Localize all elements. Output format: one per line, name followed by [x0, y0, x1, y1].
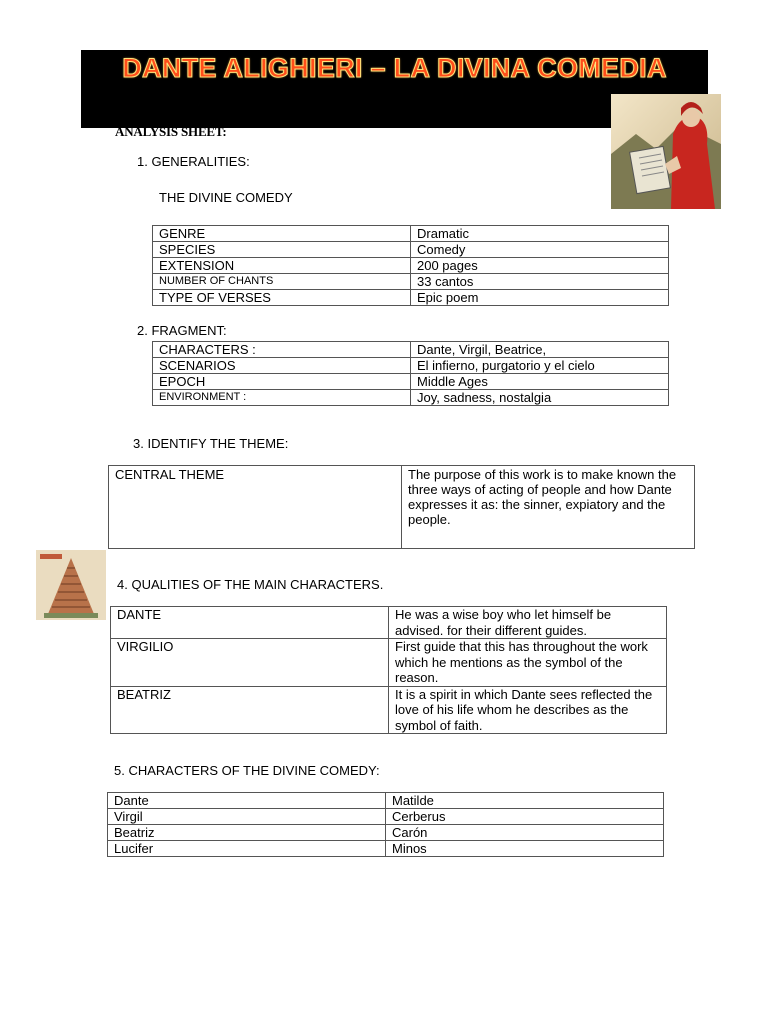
table-cell-value: 200 pages [411, 258, 669, 274]
table-row [153, 242, 669, 258]
section-heading-fragment: 2. FRAGMENT: [137, 323, 227, 338]
table-cell-label: DANTE [111, 607, 389, 639]
table-cell-right: Minos [386, 841, 664, 857]
table-cell-right: Carón [386, 825, 664, 841]
table-cell-value: It is a spirit in which Dante sees reflected the love of his life whom he describes as the symbol of faith. [389, 686, 667, 734]
table-row [111, 686, 667, 734]
characters-table [107, 792, 664, 857]
table-row [153, 374, 669, 390]
table-row [153, 290, 669, 306]
table-row [153, 258, 669, 274]
table-cell-label: SPECIES [153, 242, 411, 258]
table-cell-value: 33 cantos [411, 274, 669, 290]
page-title: DANTE ALIGHIERI – LA DIVINA COMEDIA [122, 53, 667, 83]
table-cell-label: EXTENSION [153, 258, 411, 274]
table-cell-value: Dramatic [411, 226, 669, 242]
section-subtitle-divine-comedy: THE DIVINE COMEDY [159, 190, 293, 205]
table-cell-left: Dante [108, 793, 386, 809]
table-cell-value: Comedy [411, 242, 669, 258]
table-row [108, 841, 664, 857]
table-cell-label: GENRE [153, 226, 411, 242]
table-row [108, 793, 664, 809]
table-row [153, 274, 669, 290]
table-cell-label: BEATRIZ [111, 686, 389, 734]
table-row [153, 390, 669, 406]
table-cell-label: NUMBER OF CHANTS [153, 274, 411, 290]
section-heading-characters: 5. CHARACTERS OF THE DIVINE COMEDY: [114, 763, 380, 778]
qualities-table [110, 606, 667, 734]
section-heading-generalities: 1. GENERALITIES: [137, 154, 250, 169]
section-heading-qualities: 4. QUALITIES OF THE MAIN CHARACTERS. [117, 577, 384, 592]
table-cell-value: Joy, sadness, nostalgia [411, 390, 669, 406]
table-cell-label: TYPE OF VERSES [153, 290, 411, 306]
table-cell-value: Epic poem [411, 290, 669, 306]
table-cell-right: Matilde [386, 793, 664, 809]
mount-purgatory-image [36, 550, 106, 620]
fragment-table [152, 341, 669, 406]
table-cell-label: ENVIRONMENT : [153, 390, 411, 406]
section-heading-theme: 3. IDENTIFY THE THEME: [133, 436, 289, 451]
table-cell-value: First guide that this has throughout the work which he mentions as the symbol of the reason. [389, 639, 667, 687]
table-cell-label: VIRGILIO [111, 639, 389, 687]
table-cell-left: Virgil [108, 809, 386, 825]
table-cell-label: SCENARIOS [153, 358, 411, 374]
table-cell-right: Cerberus [386, 809, 664, 825]
table-cell-value: El infierno, purgatorio y el cielo [411, 358, 669, 374]
table-cell-label: CENTRAL THEME [109, 466, 402, 549]
generalities-table [152, 225, 669, 306]
table-row [111, 607, 667, 639]
table-cell-left: Lucifer [108, 841, 386, 857]
table-row [111, 639, 667, 687]
theme-table [108, 465, 695, 549]
table-row [109, 466, 695, 549]
dante-portrait-image [611, 94, 721, 209]
table-cell-value: Middle Ages [411, 374, 669, 390]
table-cell-value: The purpose of this work is to make known the three ways of acting of people and how Dante expresses it as: the sinner, expiatory and the people. [402, 466, 695, 549]
table-row [153, 226, 669, 242]
table-row [108, 809, 664, 825]
table-row [108, 825, 664, 841]
table-row [153, 342, 669, 358]
table-cell-value: Dante, Virgil, Beatrice, [411, 342, 669, 358]
table-cell-label: EPOCH [153, 374, 411, 390]
table-row [153, 358, 669, 374]
table-cell-label: CHARACTERS : [153, 342, 411, 358]
analysis-sheet-label: ANALYSIS SHEET: [115, 124, 227, 139]
table-cell-left: Beatriz [108, 825, 386, 841]
table-cell-value: He was a wise boy who let himself be advised. for their different guides. [389, 607, 667, 639]
